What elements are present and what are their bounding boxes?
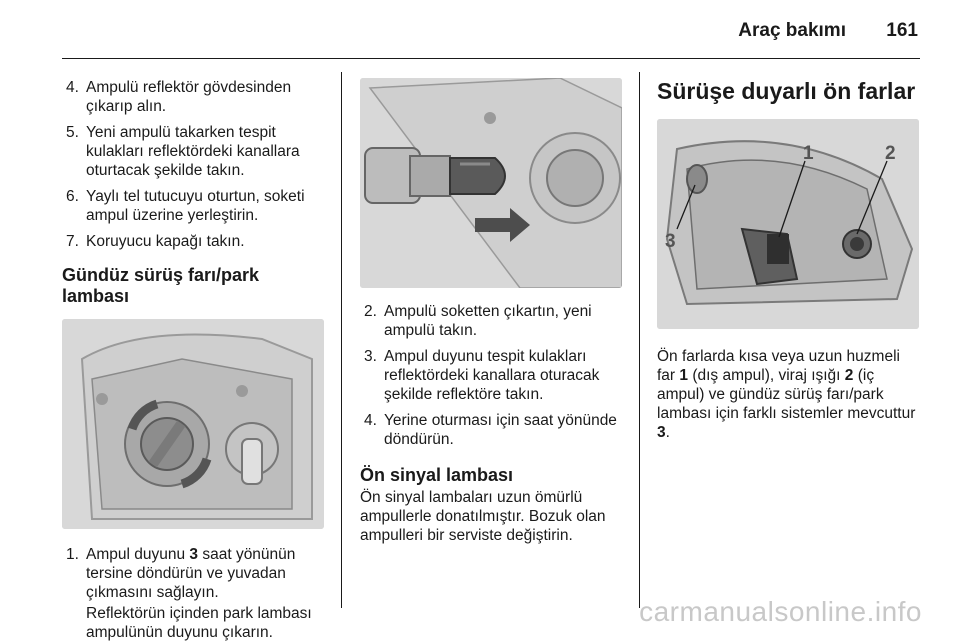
list-item: 3. Ampul duyunu tespit kulakları reflektördeki kanallara oturacak şekilde reflektöre takın. — [364, 348, 600, 403]
section-heading-front-turn-signal: Ön sinyal lambası — [360, 465, 514, 485]
front-turn-signal-paragraph: Ön sinyal lambaları uzun ömürlü ampullerle donatılmıştır. Bozuk olan ampulleri bir serviste değiştirin. — [360, 489, 606, 544]
list-item: 6. Yaylı tel tutucuyu oturtun, soketi ampul üzerine yerleştirin. — [66, 188, 305, 224]
figure-bulb-removal — [360, 78, 622, 288]
header-divider — [62, 58, 920, 59]
steps-list-top — [62, 78, 327, 251]
step-note: Reflektörün içinden park lambası ampulünün duyunu çıkarın. — [86, 605, 312, 641]
column-1 — [62, 78, 327, 642]
bulb-removal-illustration — [360, 78, 622, 288]
daytime-light-illustration — [62, 319, 324, 529]
list-item: 5. Yeni ampulü takarken tespit kulakları reflektördeki kanallara oturtacak şekilde takın. — [66, 124, 300, 179]
headlight-overview-illustration — [657, 119, 919, 329]
list-item: 1. Ampul duyunu 3 saat yönünün tersine döndürün ve yuvadan çıkmasını sağlayın. — [66, 546, 296, 601]
callout-2: 2 — [885, 143, 896, 164]
list-item: 7. Koruyucu kapağı takın. — [66, 233, 245, 250]
callout-3: 3 — [665, 231, 676, 252]
figure-headlight-overview — [657, 119, 919, 329]
callout-1: 1 — [803, 143, 814, 164]
column-2 — [360, 78, 622, 545]
steps-list-daytime — [62, 545, 327, 602]
column-divider-2 — [639, 72, 640, 608]
column-divider-1 — [341, 72, 342, 608]
list-item: 4. Yerine oturması için saat yönünde döndürün. — [364, 412, 617, 448]
page-header-title: Araç bakımı — [738, 20, 846, 41]
column-3 — [657, 78, 922, 442]
page-number: 161 — [886, 20, 918, 41]
list-item: 2. Ampulü soketten çıkartın, yeni ampulü takın. — [364, 303, 592, 339]
watermark: carmanualsonline.info — [639, 596, 922, 627]
section-heading-adaptive-headlights: Sürüşe duyarlı ön farlar — [657, 78, 916, 104]
steps-list-replacement — [360, 302, 622, 449]
section-heading-daytime-light: Gündüz sürüş farı/park lambası — [62, 265, 260, 306]
list-item: 4. Ampulü reflektör gövdesinden çıkarıp alın. — [66, 79, 292, 115]
figure-daytime-light-socket — [62, 319, 324, 529]
adaptive-headlights-paragraph: Ön farlarda kısa veya uzun huzmeli far 1 (dış ampul), viraj ışığı 2 (iç ampul) ve gündüz sürüş farı/park lambası için farklı sistemler mevcuttur 3. — [657, 348, 916, 441]
